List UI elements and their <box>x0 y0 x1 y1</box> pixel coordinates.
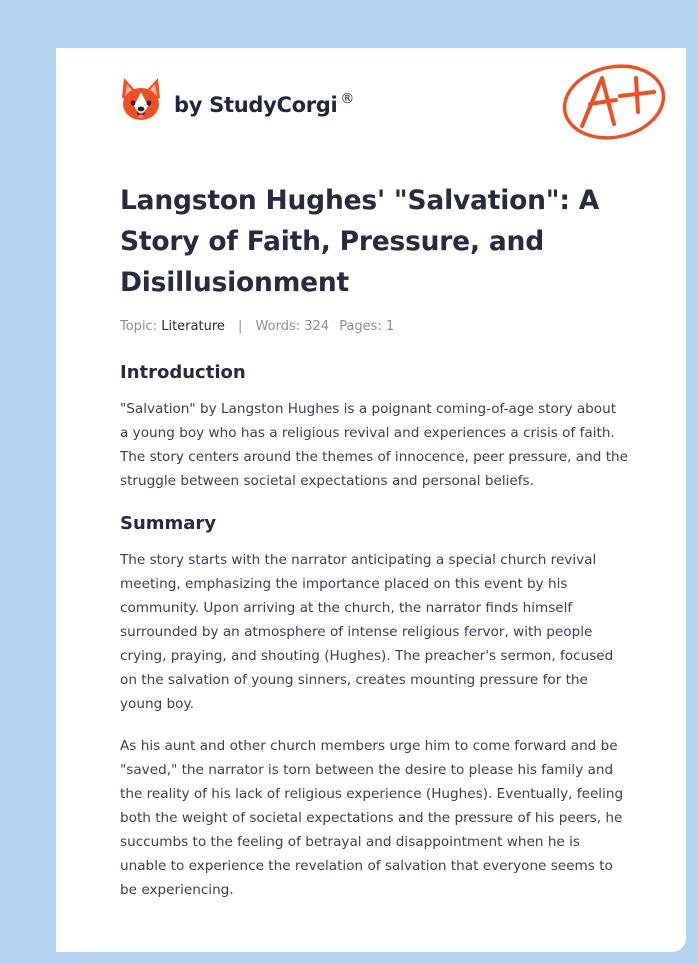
section-paragraph: "Salvation" by Langston Hughes is a poignant coming-of-age story about a young boy who has a religious revival and experiences a crisis of faith. The story centers around the themes of innocence, peer pressure, and the struggle between societal expectations and personal beliefs. <box>120 401 628 489</box>
document-meta <box>120 319 628 334</box>
a-plus-grade-icon <box>560 60 672 140</box>
brand-name: by StudyCorgi ® <box>174 91 355 117</box>
topic-link[interactable]: Literature <box>161 319 225 334</box>
section-heading: Introduction <box>120 362 246 383</box>
document-page <box>56 48 686 952</box>
section-paragraph: As his aunt and other church members urge him to come forward and be "saved," the narrator is torn between the desire to please his family and the reality of his lack of religious experience (Hughes). Eventually, feeling both the weight of societal expectations and the pressure of his peers, he succumbs to the feeling of betrayal and disappointment when he is unable to experience the revelation of salvation that everyone seems to be experiencing. <box>120 738 624 898</box>
registered-mark: ® <box>340 91 355 107</box>
section-summary <box>120 513 628 902</box>
section-heading: Summary <box>120 513 217 534</box>
document-title: Langston Hughes' "Salvation": A Story of Faith, Pressure, and Disillusionment <box>120 185 600 298</box>
meta-separator: | <box>238 319 243 334</box>
word-count: Words: 324 <box>255 319 330 334</box>
studycorgi-logo[interactable] <box>120 76 354 122</box>
section-paragraph: The story starts with the narrator anticipating a special church revival meeting, emphasizing the importance placed on this event by his community. Upon arriving at the church, the narrator finds himself surrounded by an atmosphere of intense religious fervor, with people crying, praying, and shouting (Hughes). The preacher's sermon, focused on the salvation of young sinners, creates mounting pressure for the young boy. <box>120 552 614 712</box>
corgi-logo-icon <box>120 76 162 122</box>
document-content <box>120 180 628 902</box>
topic-label: Topic: <box>120 319 158 334</box>
header <box>120 76 650 132</box>
section-introduction <box>120 362 628 493</box>
page-count: Pages: 1 <box>339 319 395 334</box>
